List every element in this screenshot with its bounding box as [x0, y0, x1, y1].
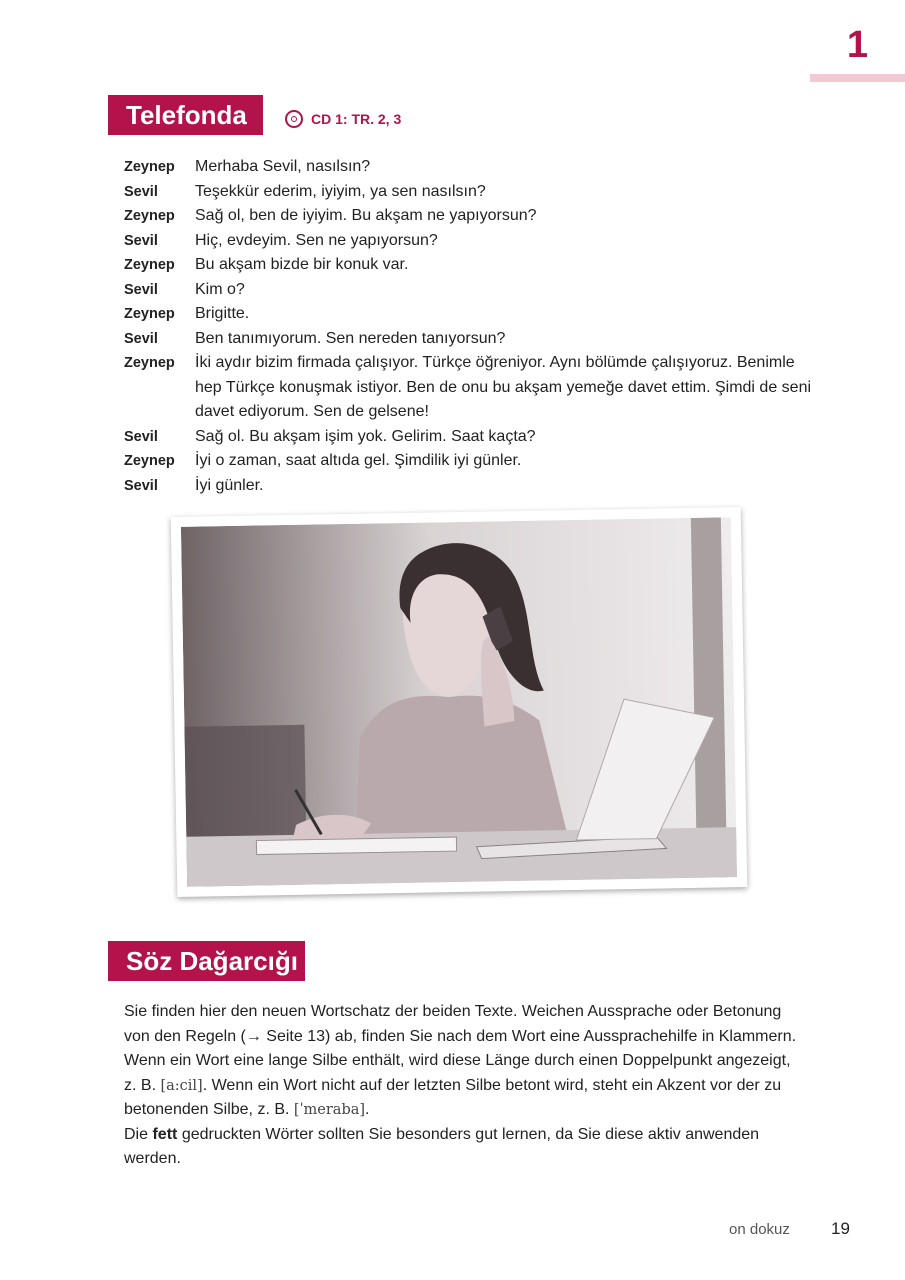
- intro-text-4b: gedruckten Wörter sollten Sie besonders gut lernen, da Sie diese aktiv anwenden werden.: [124, 1125, 760, 1167]
- cd-icon: [285, 110, 303, 128]
- utterance-text: Bu akşam bizde bir konuk var.: [195, 256, 409, 273]
- section-title-telefonda: Telefonda: [108, 95, 263, 135]
- speaker-name: Sevil: [124, 183, 158, 200]
- utterance-text: Merhaba Sevil, nasılsın?: [195, 158, 371, 175]
- dialogue-line: [124, 327, 814, 352]
- dialogue-line: [124, 449, 814, 474]
- intro-text-1: Sie finden hier den neuen Wortschatz der beiden Texte. Weichen Aussprache oder Betonung von den Regeln (→ Seite 13) ab, finden Sie nach dem Wort eine Aussprachehilfe in Klammern. Wenn ein Wort eine lange Silbe enthält, wird diese Länge durch einen Doppelpunkt angezeigt, z. B.: [124, 1003, 797, 1094]
- phonetic-example-stress: [ˈmeraba]: [293, 1102, 366, 1118]
- section-title-soz-dagarcigi: Söz Dağarcığı: [108, 941, 305, 981]
- vocabulary-intro: [124, 1000, 804, 1172]
- dialogue-line: [124, 278, 814, 303]
- dialogue-line: [124, 180, 814, 205]
- dialogue-line: [124, 351, 814, 425]
- utterance-text: İyi günler.: [195, 476, 264, 494]
- speaker-name: Zeynep: [124, 355, 175, 371]
- audio-reference: [285, 107, 401, 131]
- chapter-number: 1: [846, 24, 869, 66]
- cd-track-label: CD 1: TR. 2, 3: [311, 111, 402, 127]
- utterance-text: Hiç, evdeyim. Sen ne yapıyorsun?: [195, 231, 438, 249]
- speaker-name: Zeynep: [124, 159, 175, 175]
- chapter-bar: [810, 74, 905, 82]
- speaker-name: Zeynep: [124, 208, 175, 224]
- dialogue-line: [124, 204, 814, 229]
- dialogue-line: [124, 302, 814, 327]
- speaker-name: Sevil: [124, 477, 158, 494]
- speaker-name: Sevil: [124, 428, 158, 445]
- intro-text-3: .: [365, 1101, 370, 1118]
- utterance-text: Ben tanımıyorum. Sen nereden tanıyorsun?: [195, 329, 506, 347]
- photo-frame: [171, 507, 748, 897]
- utterance-text: Sağ ol, ben de iyiyim. Bu akşam ne yapıyorsun?: [195, 207, 537, 224]
- utterance-text: Teşekkür ederim, iyiyim, ya sen nasılsın?: [195, 182, 486, 200]
- utterance-text: İyi o zaman, saat altıda gel. Şimdilik iyi günler.: [195, 452, 522, 469]
- phonetic-example-long: [a:cil]: [160, 1077, 203, 1094]
- speaker-name: Zeynep: [124, 306, 175, 322]
- bold-word: fett: [152, 1125, 178, 1143]
- dialogue-line: [124, 474, 814, 499]
- intro-text-2: . Wenn ein Wort nicht auf der letzten Silbe betont wird, steht ein Akzent vor der zu betonenden Silbe, z. B.: [124, 1076, 782, 1118]
- utterance-text: Brigitte.: [195, 305, 250, 322]
- utterance-text: İki aydır bizim firmada çalışıyor. Türkçe öğreniyor. Aynı bölümde çalışıyoruz. Benimle hep Türkçe konuşmak istiyor. Ben de onu bu akşam yemeğe davet ettim. Şimdi de seni davet ediyorum. Sen de gelsene!: [195, 354, 812, 420]
- page-number: 19: [831, 1219, 850, 1238]
- speaker-name: Zeynep: [124, 257, 175, 273]
- intro-text-4a: Die: [124, 1125, 149, 1143]
- intro-paragraph-2: [124, 1123, 804, 1172]
- dialogue-line: [124, 253, 814, 278]
- dialogue-line: [124, 155, 814, 180]
- intro-paragraph: [124, 1000, 804, 1123]
- speaker-name: Sevil: [124, 281, 158, 298]
- dialogue: [124, 155, 814, 498]
- utterance-text: Sağ ol. Bu akşam işim yok. Gelirim. Saat kaçta?: [195, 427, 536, 445]
- dialogue-line: [124, 229, 814, 254]
- photo-woman-on-phone: [181, 517, 737, 887]
- dialogue-line: [124, 425, 814, 450]
- page-number-word: on dokuz: [729, 1221, 790, 1238]
- speaker-name: Sevil: [124, 232, 158, 249]
- speaker-name: Sevil: [124, 330, 158, 347]
- speaker-name: Zeynep: [124, 453, 175, 469]
- utterance-text: Kim o?: [195, 280, 245, 298]
